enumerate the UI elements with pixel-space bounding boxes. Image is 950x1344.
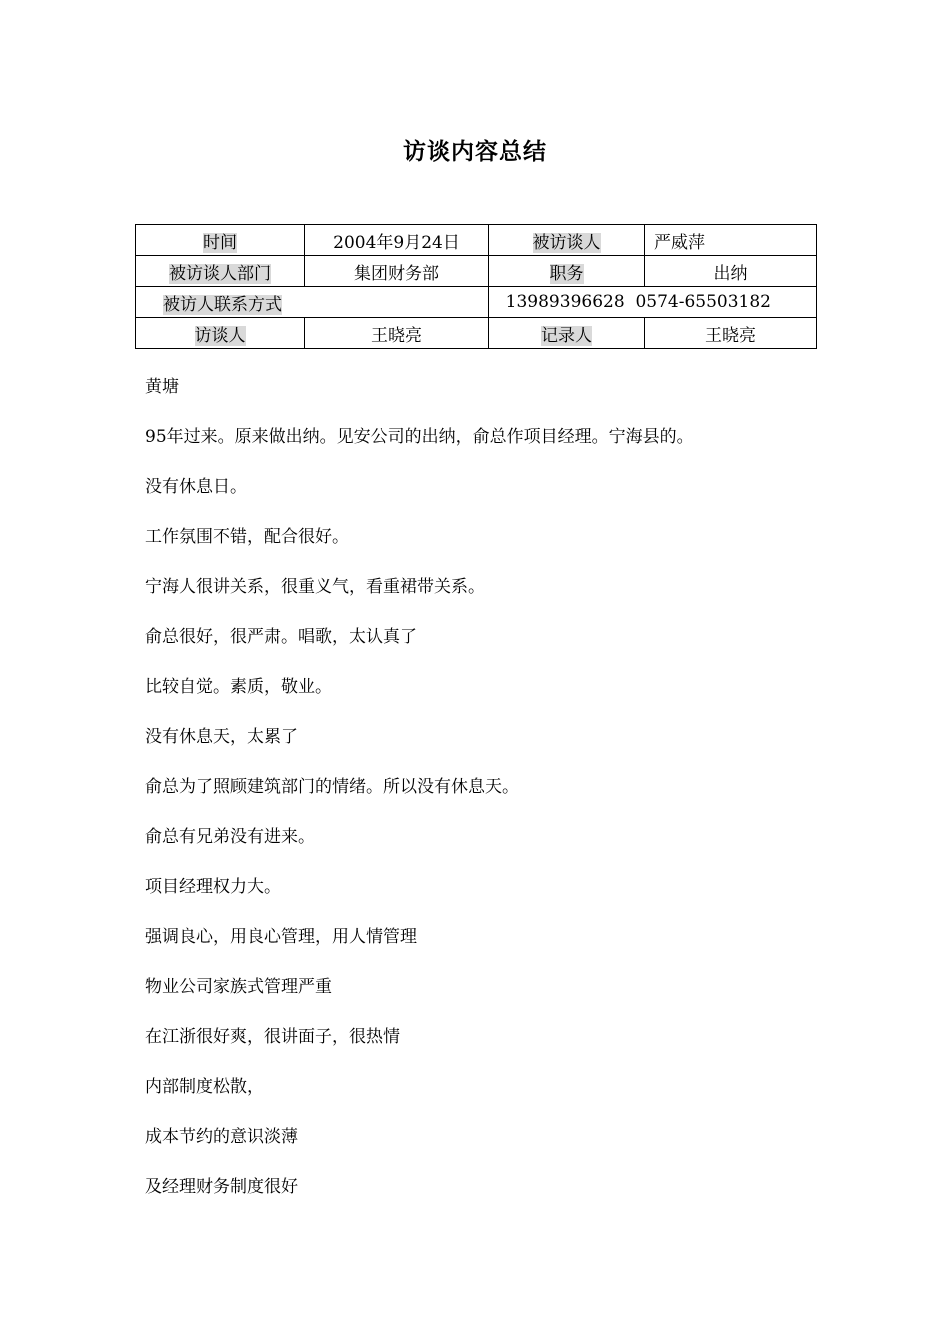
interviewer-label-cell [136,318,305,349]
interview-notes [145,370,825,1220]
department-value: 集团财务部 [354,263,439,284]
department-label-cell [136,256,305,287]
recorder-value-cell [645,318,817,349]
note-line: 项目经理权力大。 [145,877,281,897]
contact-value-cell [489,287,817,318]
department-label: 被访谈人部门 [169,263,271,284]
table-row [136,256,817,287]
note-line: 强调良心，用良心管理，用人情管理 [145,927,417,947]
interviewer-label: 访谈人 [194,325,246,346]
note-line: 内部制度松散， [145,1077,264,1097]
time-label: 时间 [203,232,237,253]
document-title: 访谈内容总结 [403,138,547,165]
department-value-cell [305,256,489,287]
interviewee-value: 严威萍 [654,232,705,253]
contact-label: 被访人联系方式 [163,294,282,315]
note-line: 俞总很好，很严肃。唱歌，太认真了 [145,627,417,647]
position-value-cell [645,256,817,287]
recorder-label: 记录人 [541,325,592,346]
table-row [136,318,817,349]
note-line: 俞总为了照顾建筑部门的情绪。所以没有休息天。 [145,777,519,797]
recorder-label-cell [489,318,645,349]
interviewer-value-cell [305,318,489,349]
note-line: 没有休息天，太累了 [145,727,298,747]
interviewer-value: 王晓亮 [371,325,422,346]
position-value: 出纳 [713,263,748,284]
note-line: 物业公司家族式管理严重 [145,977,332,997]
note-line: 宁海人很讲关系，很重义气，看重裙带关系。 [145,577,485,597]
interviewee-label-cell [489,225,645,256]
contact-value: 13989396628 0574-65503182 [505,292,771,312]
interviewee-label: 被访谈人 [532,232,601,253]
note-line: 在江浙很好爽，很讲面子，很热情 [145,1027,400,1047]
note-line: 没有休息日。 [145,477,247,497]
note-line: 比较自觉。素质，敬业。 [145,677,332,697]
note-line: 及经理财务制度很好 [145,1177,298,1197]
table-row [136,225,817,256]
position-label: 职务 [549,263,584,284]
contact-label-cell [136,287,489,318]
recorder-value: 王晓亮 [705,325,756,346]
interview-info-table [135,224,817,349]
position-label-cell [489,256,645,287]
interviewee-value-cell [645,225,817,256]
note-line: 黄塘 [145,377,179,397]
note-line: 俞总有兄弟没有进来。 [145,827,315,847]
time-label-cell [136,225,305,256]
note-line: 95年过来。原来做出纳。见安公司的出纳，俞总作项目经理。宁海县的。 [145,427,694,447]
note-line: 成本节约的意识淡薄 [145,1127,298,1147]
time-value-cell [305,225,489,256]
table-row [136,287,817,318]
time-value: 2004年9月24日 [333,232,460,253]
note-line: 工作氛围不错，配合很好。 [145,527,349,547]
